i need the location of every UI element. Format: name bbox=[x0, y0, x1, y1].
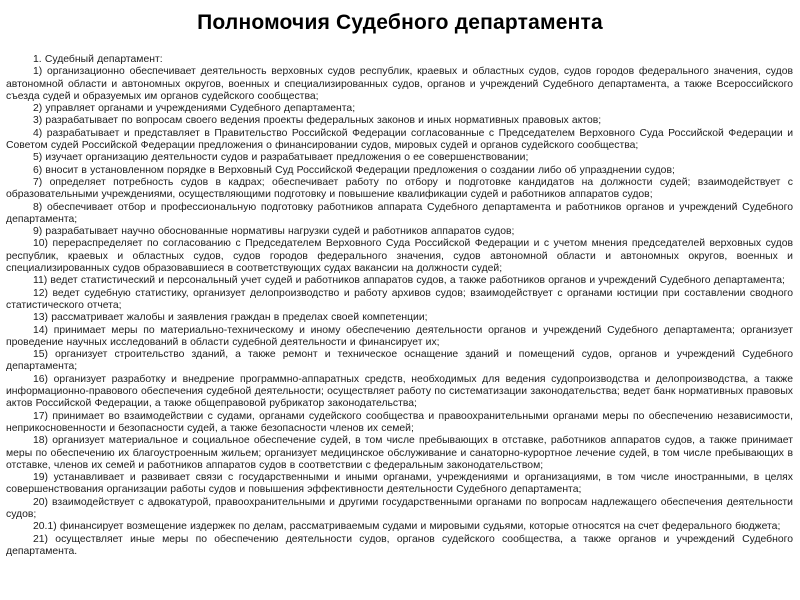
paragraph-item-12: 12) ведет судебную статистику, организует делопроизводство и работу архивов судов; взаимодействует с органами юстиции при составлении сводного статистического отчета; bbox=[6, 287, 793, 311]
paragraph-item-15: 15) организует строительство зданий, а также ремонт и техническое оснащение зданий и помещений судов, органов и учреждений Судебного департамента; bbox=[6, 349, 793, 373]
paragraph-item-7: 7) определяет потребность судов в кадрах; обеспечивает работу по отбору и подготовке кандидатов на должности судей; взаимодействует с образовательными учреждениями, осуществляющими подготовку и повышение квалификации судей и работников аппаратов судов; bbox=[6, 176, 793, 201]
paragraph-item-19: 19) устанавливает и развивает связи с государственными и иными органами, учреждениями и организациями, в том числе иностранными, в целях совершенствования организации работы судов и повышения эффективности деятельности Судебного департамента; bbox=[6, 472, 793, 496]
paragraph-item-20-1: 20.1) финансирует возмещение издержек по делам, рассматриваемым судами и мировыми судьями, которые относятся на счет федерального бюджета; bbox=[33, 521, 781, 533]
paragraph-item-21: 21) осуществляет иные меры по обеспечению деятельности судов, органов судейского сообщества, а также органов и учреждений Судебного департамента. bbox=[6, 533, 793, 557]
paragraph-item-8: 8) обеспечивает отбор и профессиональную подготовку работников аппарата Судебного департамента и работников органов и учреждений Судебного департамента; bbox=[6, 201, 793, 225]
paragraph-item-2: 2) управляет органами и учреждениями Судебного департамента; bbox=[33, 103, 356, 115]
paragraph-item-6: 6) вносит в установленном порядке в Верховный Суд Российской Федерации предложения о создании либо об упразднении судов; bbox=[33, 164, 675, 176]
paragraph-item-16: 16) организует разработку и внедрение программно-аппаратных средств, необходимых для ведения судопроизводства и делопроизводства, а также информационно-правового обеспечения судебной деятельности; осуществляет работу по систематизации законодательства; ведет банк нормативных правовых актов Российской Федерации, а также общеправовой рубрикатор законодательства; bbox=[6, 373, 793, 410]
paragraph-item-1: 1) организационно обеспечивает деятельность верховных судов республик, краевых и областных судов, судов городов федерального значения, судов автономной области и автономных округов, военных и специализированных судов, органов и учреждений Судебного департамента, а также Всероссийского съезда судей и образуемых им органов судейского сообщества; bbox=[6, 66, 793, 102]
paragraph-intro: 1. Судебный департамент: bbox=[33, 54, 163, 65]
paragraph-item-9: 9) разрабатывает научно обоснованные нормативы нагрузки судей и работников аппаратов судов; bbox=[33, 226, 515, 238]
paragraph-item-20: 20) взаимодействует с адвокатурой, правоохранительными и другими государственными органами по вопросам надлежащего обеспечения деятельности судов; bbox=[6, 496, 793, 520]
paragraph-item-3: 3) разрабатывает по вопросам своего ведения проекты федеральных законов и иных нормативных правовых актов; bbox=[33, 115, 602, 127]
paragraph-item-13: 13) рассматривает жалобы и заявления граждан в пределах своей компетенции; bbox=[33, 312, 428, 324]
page-title: Полномочия Судебного департамента bbox=[197, 11, 603, 34]
paragraph-item-11: 11) ведет статистический и персональный учет судей и работников аппаратов судов, а также работников органов и учреждений Судебного департамента; bbox=[33, 275, 785, 287]
paragraph-item-14: 14) принимает меры по материально-техническому и иному обеспечению деятельности органов и учреждений Судебного департамента; организует проведение научных исследований в области судебной деятельности и финансирует их; bbox=[6, 324, 793, 348]
paragraph-item-17: 17) принимает во взаимодействии с судами, органами судейского сообщества и правоохранительными органами меры по обеспечению независимости, неприкосновенности и безопасности судей, а также безопасности членов их семей; bbox=[6, 410, 793, 434]
paragraph-item-4: 4) разрабатывает и представляет в Правительство Российской Федерации согласованные с Председателем Верховного Суда Российской Федерации и Советом судей Российской Федерации предложения о финансировании судов, мировых судей и органов судейского сообщества; bbox=[6, 127, 793, 152]
paragraph-item-10: 10) перераспределяет по согласованию с Председателем Верховного Суда Российской Федерации и с учетом мнения председателей верховных судов республик, краевых и областных судов, судов городов федерального значения, судов автономной области и автономных округов, военных и специализированных судов образовавшиеся в соответствующих судах вакансии на должности судей; bbox=[6, 238, 793, 275]
paragraph-item-18: 18) организует материальное и социальное обеспечение судей, в том числе пребывающих в отставке, работников аппаратов судов, а также принимает меры по обеспечению их благоустроенным жильем; организует медицинское обслуживание и санаторно-курортное лечение судей, в том числе пребывающих в отставке, членов их семей и работников аппаратов судов в соответствии с федеральным законодательством; bbox=[6, 435, 793, 471]
paragraph-item-5: 5) изучает организацию деятельности судов и разрабатывает предложения о ее совершенствовании; bbox=[33, 152, 529, 164]
document-body bbox=[6, 54, 793, 558]
